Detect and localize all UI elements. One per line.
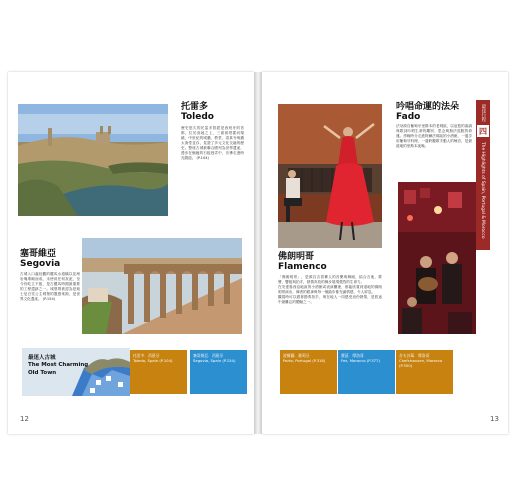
bottom-card-title-cn: 波爾圖．葡萄牙 — [283, 353, 310, 358]
toledo-body — [181, 126, 244, 161]
segovia-body-text: 古城入口處壯觀的羅馬水道橋以花崗岩塊堆砌而成，未使用任何灰泥，至今仍屹立不搖，是古羅馬時期最重要的工程遺跡之一。城堡則被認為是迪士尼白雪公主城堡的靈感來源，是世界文化遺產。 — [20, 272, 80, 301]
chapter-tab-number: 四 — [476, 124, 490, 138]
flamenco-body-paragraph: 在安達魯西亞地區的小酒館或表演廳裡，都能欣賞到道地的佛朗明哥演出，舞者的眼神與每一個踏步都充滿情感，令人屏息。 — [278, 285, 382, 294]
segovia-photo — [82, 238, 242, 334]
fado-title-cn: 吟唱命運的法朵 — [396, 102, 460, 112]
bottom-card — [130, 350, 187, 394]
segovia-title-en: Segovia — [20, 259, 61, 269]
toledo-body-text: 歷史悠久的托雷多曾經是西班牙的首都，位於高地之上，三面被塔霍河環繞，中世紀的城牆、教堂、清真寺與猶太會堂並存，見證了多元文化交融的歷史。整座古城被聯合國列為世界遺產，漫步在蜿蜒的石板巷弄中，彷彿走進時光隧道。 — [181, 126, 244, 160]
fado-photo — [398, 182, 476, 334]
bottom-card-title-en: Segovia, Spain (P.154) — [193, 358, 236, 363]
bottom-card — [190, 350, 247, 394]
bottom-card-title-cn: 托雷多．西班牙 — [133, 353, 160, 358]
page-number-left: 12 — [20, 415, 29, 423]
fado-title-en: Fado — [396, 112, 421, 122]
fado-body-text: 法朵源自葡萄牙里斯本的老城區，以哀愁的曲調與歌詞吟唱生命的離別、思念與無法逃脫的命運。傍晚時分走進阿爾法瑪區的小酒館，一邊享用葡萄牙料理，一邊聆聽歌手動人的嗓音，是最道地的里斯本夜晚。 — [396, 124, 472, 148]
bottom-card-title-en: Fez, Morocco (P.377) — [341, 358, 380, 363]
bottom-card-title-cn: 舍夫沙萬．摩洛哥 — [399, 353, 430, 358]
flamenco-body — [278, 275, 382, 305]
bottom-card-title-cn: 塞哥維亞．西班牙 — [193, 353, 224, 358]
segovia-title-cn: 塞哥維亞 — [20, 249, 57, 259]
bottom-card-title-en: Porto, Portugal (P.318) — [283, 358, 326, 363]
segovia-body — [20, 272, 80, 302]
book-spine — [254, 72, 262, 434]
toledo-title-cn: 托雷多 — [181, 102, 209, 112]
bottom-strip-badge — [22, 348, 130, 396]
chapter-tab-label-en: The Highlights of Spain, Portugal & Morocco — [480, 142, 485, 239]
badge-title-en-2: Old Town — [28, 370, 57, 376]
flamenco-photo — [278, 104, 382, 248]
bottom-card-title-cn: 費茲．摩洛哥 — [341, 353, 364, 358]
flamenco-body-paragraph: 「佛朗明哥」，是源自吉普賽人的音樂與舞蹈，結合吉他、歌聲、響板與拍手，熱情奔放的舞步展現強烈的生命力。 — [278, 275, 382, 284]
fado-body — [396, 124, 472, 149]
flamenco-body-paragraph: 觀賞時可以跟著節奏拍手，與在地人一同感受這份熱情，是旅途中最難忘的體驗之一。 — [278, 295, 382, 304]
badge-title-en-1: The Most Charming — [28, 362, 89, 368]
flamenco-title-en: Flamenco — [278, 262, 327, 272]
bottom-card — [396, 350, 453, 394]
badge-title-cn: 最迷人古城 — [28, 355, 56, 361]
bottom-card-title-en: Chefchaouen, Morocco (P.350) — [399, 358, 443, 368]
page-number-right: 13 — [490, 415, 499, 423]
bottom-card — [280, 350, 337, 394]
toledo-page-ref: (P.104) — [196, 156, 209, 160]
flamenco-title-cn: 佛朗明哥 — [278, 252, 315, 262]
bottom-card-title-en: Toledo, Spain (P.104) — [133, 358, 173, 363]
chapter-tab-label-cn: 最佳行程 — [481, 104, 486, 122]
toledo-title-en: Toledo — [181, 112, 214, 122]
toledo-photo — [18, 104, 168, 216]
segovia-page-ref: (P.154) — [42, 297, 56, 301]
bottom-card — [338, 350, 395, 394]
